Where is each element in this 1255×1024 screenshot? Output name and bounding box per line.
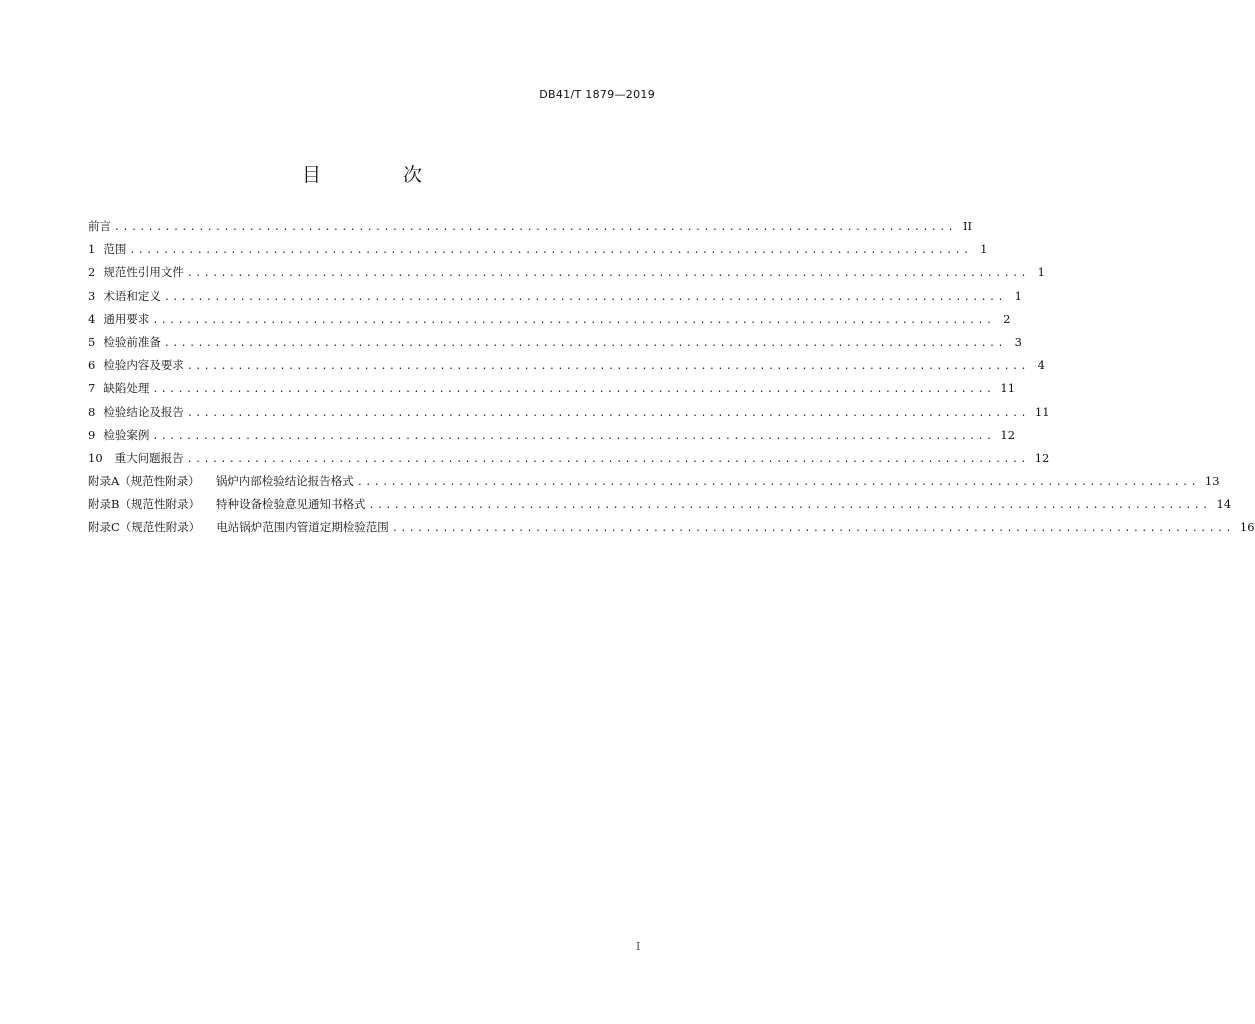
- toc-leader-dots: ....................................................................................................: [186, 453, 1029, 465]
- toc-leader-dots: ....................................................................................................: [152, 384, 995, 396]
- toc-leader-dots: ....................................................................................................: [391, 523, 1234, 535]
- toc-entry-number: 9: [88, 427, 96, 442]
- toc-entry-label: 规范性引用文件: [103, 265, 184, 280]
- toc-leader-dots: ....................................................................................................: [163, 291, 1006, 303]
- toc-entry-number: 8: [88, 404, 96, 419]
- toc-entry-label: 检验结论及报告: [103, 404, 184, 419]
- toc-entry-7[interactable]: [88, 380, 1016, 403]
- toc-entry-foreword[interactable]: [88, 218, 973, 241]
- toc-entry-4[interactable]: [88, 311, 1011, 334]
- toc-entry-1[interactable]: [88, 241, 988, 264]
- toc-entry-annex-a[interactable]: [88, 473, 1220, 496]
- toc-leader-dots: ....................................................................................................: [186, 361, 1029, 373]
- toc-entry-label: 前言: [88, 219, 111, 233]
- toc-entry-label: 检验前准备: [103, 334, 161, 349]
- toc-leader-dots: ....................................................................................................: [368, 500, 1211, 512]
- toc-entry-page: 2: [1003, 311, 1011, 326]
- toc-entry-label: 缺陷处理: [103, 381, 150, 396]
- toc-entry-label: 电站锅炉范围内管道定期检验范围: [216, 520, 389, 535]
- toc-entry-number: 7: [88, 381, 96, 396]
- toc-entry-page: II: [962, 219, 973, 233]
- toc-entry-page: 1: [980, 242, 988, 257]
- toc-entry-page: 12: [1000, 427, 1016, 442]
- toc-leader-dots: ....................................................................................................: [163, 337, 1006, 349]
- table-of-contents: [88, 218, 1255, 543]
- toc-entry-label: 特种设备检验意见通知书格式: [215, 497, 366, 512]
- toc-entry-number: 10: [88, 450, 103, 465]
- toc-annex-tag: 附录A（规范性附录）: [88, 474, 200, 489]
- toc-entry-number: 4: [88, 311, 96, 326]
- toc-entry-number: 2: [88, 265, 96, 280]
- standard-number: DB41/T 1879—2019: [539, 88, 655, 101]
- toc-entry-page: 4: [1037, 358, 1045, 373]
- toc-entry-9[interactable]: [88, 427, 1016, 450]
- toc-leader-dots: ....................................................................................................: [152, 430, 995, 442]
- toc-leader-dots: ....................................................................................................: [186, 407, 1029, 419]
- toc-entry-6[interactable]: [88, 357, 1045, 380]
- toc-entry-label: 通用要求: [103, 311, 150, 326]
- toc-entry-page: 16: [1239, 520, 1255, 535]
- toc-entry-label: 重大问题报告: [114, 450, 184, 465]
- toc-entry-annex-b[interactable]: [88, 496, 1232, 519]
- toc-entry-label: 检验案例: [103, 427, 150, 442]
- toc-leader-dots: ....................................................................................................: [356, 477, 1199, 489]
- toc-annex-tag: 附录C（规范性附录）: [88, 520, 201, 535]
- toc-leader-dots: ....................................................................................................: [186, 268, 1029, 280]
- toc-entry-8[interactable]: [88, 404, 1050, 427]
- page-number: I: [636, 940, 641, 953]
- toc-entry-label: 检验内容及要求: [103, 358, 184, 373]
- toc-entry-page: 14: [1216, 497, 1232, 512]
- toc-entry-page: 1: [1014, 288, 1022, 303]
- toc-entry-5[interactable]: [88, 334, 1022, 357]
- toc-entry-page: 12: [1034, 450, 1050, 465]
- toc-entry-page: 13: [1204, 474, 1220, 489]
- toc-entry-page: 11: [1034, 404, 1050, 419]
- toc-entry-page: 11: [1000, 381, 1016, 396]
- toc-entry-number: 3: [88, 288, 96, 303]
- toc-leader-dots: ....................................................................................................: [114, 222, 957, 233]
- toc-entry-2[interactable]: [88, 264, 1045, 287]
- toc-entry-number: 6: [88, 358, 96, 373]
- toc-entry-label: 术语和定义: [103, 288, 161, 303]
- toc-entry-annex-c[interactable]: [88, 519, 1255, 542]
- toc-annex-tag: 附录B（规范性附录）: [88, 497, 200, 512]
- toc-entry-page: 1: [1037, 265, 1045, 280]
- toc-entry-page: 3: [1014, 334, 1022, 349]
- page-title: 目 次: [301, 164, 461, 186]
- toc-entry-3[interactable]: [88, 288, 1022, 311]
- toc-entry-label: 锅炉内部检验结论报告格式: [215, 474, 354, 489]
- toc-entry-10[interactable]: [88, 450, 1050, 473]
- toc-entry-number: 1: [88, 242, 96, 257]
- toc-leader-dots: ....................................................................................................: [129, 245, 972, 257]
- toc-entry-number: 5: [88, 334, 96, 349]
- toc-entry-label: 范围: [103, 242, 127, 257]
- toc-leader-dots: ....................................................................................................: [152, 314, 995, 326]
